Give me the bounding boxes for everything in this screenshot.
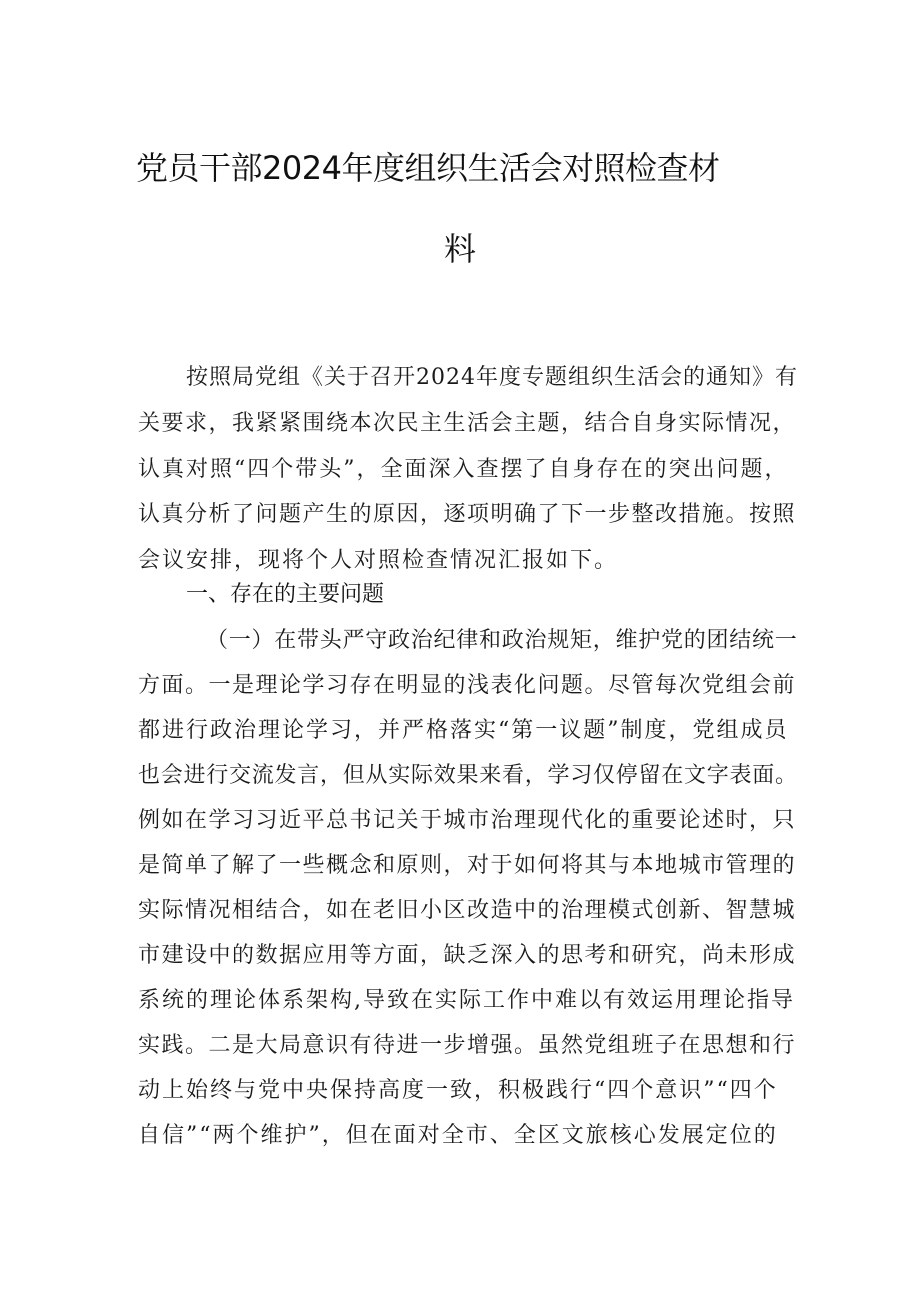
body-paragraph-line: 实际情况相结合，如在老旧小区改造中的治理模式创新、智慧城 [138,898,797,923]
body-paragraph-line: 也会进行交流发言，但从实际效果来看，学习仅停留在文字表面。 [138,763,798,788]
body-paragraph-line: 系统的理论体系架构,导致在实际工作中难以有效运用理论指导 [138,988,795,1013]
body-paragraph-line: 方面。一是理论学习存在明显的浅表化问题。尽管每次党组会前 [138,673,797,698]
body-paragraph-line: 动上始终与党中央保持高度一致，积极践行“四个意识”“四个 [138,1078,778,1103]
body-paragraph-line: 都进行政治理论学习，并严格落实“第一议题”制度，党组成员 [138,718,789,743]
intro-paragraph-line: 认真分析了问题产生的原因，逐项明确了下一步整改措施。按照 [138,502,797,527]
intro-paragraph-line: 认真对照“四个带头”，全面深入查摆了自身存在的突出问题， [138,457,789,482]
body-paragraph-line: 是简单了解了一些概念和原则，对于如何将其与本地城市管理的 [138,853,797,878]
intro-paragraph-line: 关要求，我紧紧围绕本次民主生活会主题，结合自身实际情况， [138,411,797,436]
body-paragraph-line: 实践。二是大局意识有待进一步增强。虽然党组班子在思想和行 [138,1033,797,1058]
body-paragraph-line: 例如在学习习近平总书记关于城市治理现代化的重要论述时，只 [138,808,797,833]
document-title-line-1: 党员干部2024年度组织生活会对照检查材 [136,149,720,187]
body-paragraph-line: 自信”“两个维护”，但在面对全市、全区文旅核心发展定位的 [138,1123,778,1148]
body-paragraph-line: 市建设中的数据应用等方面，缺乏深入的思考和研究，尚未形成 [138,943,797,968]
document-title-line-2: 料 [444,230,476,268]
section-heading: 一、存在的主要问题 [186,582,385,607]
body-paragraph-line: （一）在带头严守政治纪律和政治规矩，维护党的团结统一 [206,628,798,653]
intro-paragraph-line: 会议安排，现将个人对照检查情况汇报如下。 [138,548,619,573]
intro-paragraph-line: 按照局党组《关于召开2024年度专题组织生活会的通知》有 [186,365,798,390]
